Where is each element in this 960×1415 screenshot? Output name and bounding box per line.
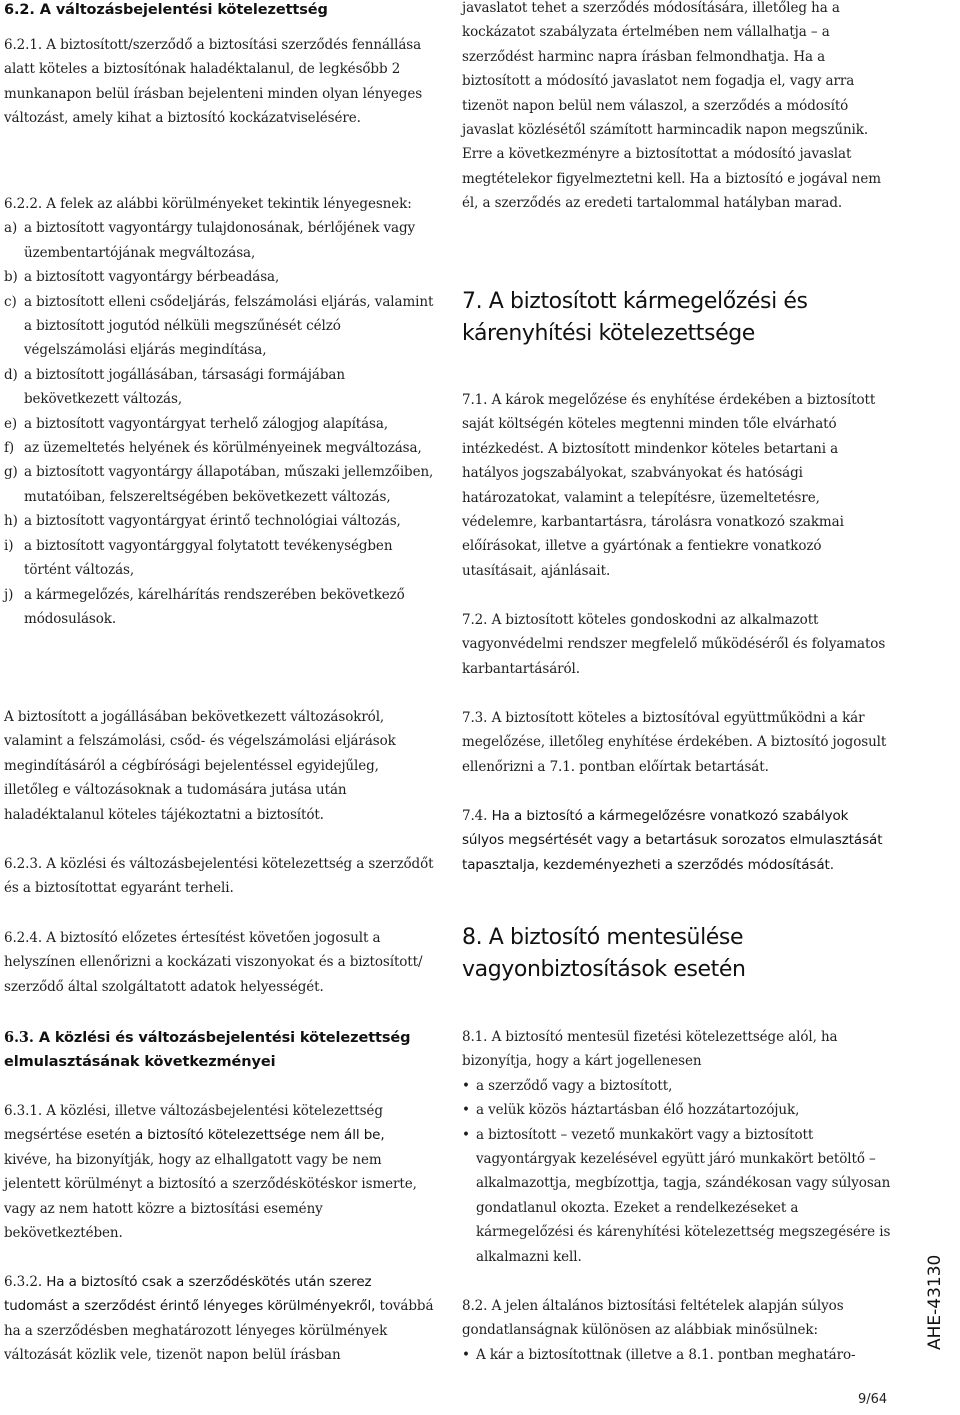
paragraph-text: A biztosító előzetes értesítést követően jogosult a helyszínen ellenőrizni a kockázati viszonyokat és a biztosított/ szerződő által szolgáltatott adatok helyességét. <box>4 930 423 995</box>
paragraph-number: 8.2. <box>462 1298 488 1314</box>
list-item-text: a kármegelőzés, kárelhárítás rendszerében bekövetkező módosulások. <box>24 586 405 627</box>
paragraph-number: 7.2. <box>462 612 488 628</box>
list-item-text: a biztosított vagyontárgy tulajdonosának, bérlőjének vagy üzembentartójának megváltozása, <box>24 220 416 261</box>
section-8-1 <box>462 1025 892 1269</box>
list-marker: d) <box>4 366 18 383</box>
paragraph-number: 7.4. <box>462 808 488 824</box>
paragraph-text: A biztosító mentesül fizetési kötelezettsége alól, ha bizonyítja, hogy a kárt jogellenesen <box>462 1029 838 1070</box>
paragraph-text: A közlési és változásbejelentési kötelezettség a szerződőt és a biztosítottat egyaránt terheli. <box>4 856 434 897</box>
list-item <box>4 216 434 265</box>
heading-6-2: 6.2. A változásbejelentési kötelezettség <box>4 2 328 18</box>
list-item <box>4 412 434 436</box>
paragraph-jogallas: A biztosított a jogállásában bekövetkezett változásokról, valamint a felszámolási, csőd- és végelszámolási eljárások megindításáról a cégbírósági bejelentéssel egyidejűleg, illetőleg e változásoknak a tudomására jutása után haladéktalanul köteles tájékoztatni a biztosítót. <box>4 709 396 823</box>
paragraph-6-2-3 <box>4 852 434 901</box>
paragraph-continued: javaslatot tehet a szerződés módosítására, illetőleg ha a kockázatot szabályzata értelmében nem vállalhatja – a szerződést harminc napra írásban felmondhatja. Ha a biztosított a módosító javaslatot nem fogadja el, vagy arra tizenöt napon belül nem válaszol, a szerződés a módosító javaslat közlésétől számított harmincadik napon megszűnik. Erre a következményre a biztosítottat a módosító javaslat megtételekor figyelmeztetni kell. Ha a biztosító e jogával nem él, a szerződés az eredeti tartalommal hatályban marad. <box>462 0 881 212</box>
heading-7: 7. A biztosított kármegelőzési és kárenyhítési kötelezettsége <box>462 289 808 346</box>
paragraph-number: 6.2.2. <box>4 196 43 212</box>
paragraph-7-1 <box>462 388 892 583</box>
list-item-text: a szerződő vagy a biztosított, <box>476 1077 673 1094</box>
heading-6-3 <box>4 1026 434 1074</box>
list-item <box>462 1343 892 1367</box>
list-item-text: a biztosított – vezető munkakört vagy a biztosított vagyontárgyak kezelésével együtt járó munkakört betöltő – alkalmazottja, megbízottja, tagja, szándékosan vagy súlyosan gondatlanul okozta. Ezeket a rendelkezéseket a kármegelőzési és kárenyhítési kötelezettség megszegésére is alkalmazni kell. <box>476 1126 891 1265</box>
list-item <box>4 583 434 632</box>
list-item-text: a biztosított vagyontárgyat érintő technológiai változás, <box>24 513 401 530</box>
paragraph-number: 7.1. <box>462 392 488 408</box>
list-item <box>4 290 434 363</box>
list-item <box>4 265 434 289</box>
paragraph-8-2 <box>462 1294 892 1343</box>
list-item <box>4 436 434 460</box>
paragraph-6-2-4 <box>4 926 434 999</box>
paragraph-text: A biztosított köteles gondoskodni az alkalmazott vagyonvédelmi rendszer megfelelő működéséről és folyamatos karbantartásáról. <box>462 612 886 677</box>
paragraph-6-2-1 <box>4 33 434 131</box>
list-marker: e) <box>4 415 18 432</box>
paragraph-text: A közlési, illetve változásbejelentési kötelezettség megsértése esetén <box>4 1103 383 1144</box>
list-marker: c) <box>4 293 17 310</box>
heading-text: A közlési és változásbejelentési kötelezettség elmulasztásának következményei <box>4 1030 411 1070</box>
paragraph-6-3-2 <box>4 1270 434 1368</box>
list-item-text: a biztosított jogállásában, társasági formájában bekövetkezett változás, <box>24 366 345 408</box>
paragraph-6-2-2 <box>4 192 434 216</box>
bullet-icon: • <box>462 1126 470 1143</box>
list-item <box>4 509 434 533</box>
list-item-text: a velük közös háztartásban élő hozzátartozójuk, <box>476 1102 800 1119</box>
list-marker: b) <box>4 269 18 286</box>
list-item-text: az üzemeltetés helyének és körülményeinek megváltozása, <box>24 440 422 457</box>
page-number: 9/64 <box>858 1392 888 1407</box>
emphasis-text: a biztosító kötelezettsége nem áll be, <box>134 1127 385 1144</box>
list-marker: a) <box>4 220 18 237</box>
paragraph-text: A felek az alábbi körülményeket tekintik lényegesnek: <box>46 196 412 212</box>
list-item <box>4 534 434 583</box>
list-item <box>462 1074 892 1098</box>
paragraph-text: A jelen általános biztosítási feltételek alapján súlyos gondatlanságnak különösen az alábbiak minősülnek: <box>462 1298 844 1339</box>
list-marker: h) <box>4 513 18 530</box>
paragraph-number: 8.1. <box>462 1029 488 1045</box>
list-item <box>462 1123 892 1269</box>
emphasis-text: Ha a biztosító csak a szerződéskötés után szerez tudomást a szerződést érintő lényeges körülményekről, <box>4 1274 376 1315</box>
paragraph-text: továbbá ha a szerződésben meghatározott lényeges körülmények változását közlik vele, tizenöt napon belül írásban <box>4 1298 434 1364</box>
list-marker: f) <box>4 440 15 457</box>
bullet-icon: • <box>462 1102 470 1119</box>
list-item-text: a biztosított vagyontárgyat terhelő zálogjog alapítása, <box>24 415 389 432</box>
section-6-2-2 <box>4 192 434 631</box>
list-item-text: a biztosított elleni csődeljárás, felszámolási eljárás, valamint a biztosított jogutód nélküli megszűnését célzó végelszámolási eljárás megindítása, <box>24 293 434 359</box>
bullet-list <box>462 1074 892 1269</box>
list-item-text: a biztosított vagyontárggyal folytatott tevékenységben történt változás, <box>24 537 393 579</box>
list-item <box>4 363 434 412</box>
list-item-text: a biztosított vagyontárgy bérbeadása, <box>24 269 280 286</box>
list-item <box>4 460 434 509</box>
emphasis-text: Ha a biztosító a kármegelőzésre vonatkozó szabályok súlyos megsértését vagy a betartásuk sorozatos elmulasztását tapasztalja, kezdeményezheti a szerződés módosítását. <box>462 808 883 873</box>
paragraph-text: A károk megelőzése és enyhítése érdekében a biztosított saját költségén köteles megtenni minden tőle elvárható intézkedést. A biztosított mindenkor köteles betartani a hatályos jogszabályokat, szabványokat és hatósági határozatokat, valamint a telepítésre, üzemeltetésre, védelemre, karbantartásra, tárolásra vonatkozó szakmai előírásokat, illetve a gyártónak a fentiekre vonatkozó utasításait, ajánlásait. <box>462 392 876 579</box>
paragraph-7-2 <box>462 608 892 681</box>
condition-list <box>4 216 434 631</box>
paragraph-7-3 <box>462 706 892 779</box>
paragraph-number: 6.2.3. <box>4 856 43 872</box>
paragraph-number: 6.2.4. <box>4 930 43 946</box>
paragraph-text: A biztosított/szerződő a biztosítási szerződés fennállása alatt köteles a biztosítónak haladéktalanul, de legkésőbb 2 munkanapon belül írásban bejelenteni minden olyan lényeges változást, amely kihat a biztosító kockázatviselésére. <box>4 37 423 127</box>
paragraph-number: 6.3.1. <box>4 1103 43 1119</box>
paragraph-number: 6.2.1. <box>4 37 43 53</box>
paragraph-6-3-1 <box>4 1099 434 1245</box>
list-marker: i) <box>4 537 14 554</box>
list-marker: j) <box>4 586 14 603</box>
paragraph-7-4 <box>462 804 892 877</box>
list-marker: g) <box>4 464 18 481</box>
heading-8: 8. A biztosító mentesülése vagyonbiztosítások esetén <box>462 925 746 982</box>
paragraph-8-1 <box>462 1025 892 1074</box>
list-item-text: A kár a biztosítottnak (illetve a 8.1. pontban meghatáro- <box>476 1346 856 1363</box>
bullet-icon: • <box>462 1346 470 1363</box>
list-item <box>462 1098 892 1122</box>
paragraph-text: A biztosított köteles a biztosítóval együttműködni a kár megelőzése, illetőleg enyhítése érdekében. A biztosító jogosult ellenőrizni a 7.1. pontban előírtak betartását. <box>462 710 887 775</box>
bullet-icon: • <box>462 1077 470 1094</box>
heading-number: 6.3. <box>4 1029 34 1046</box>
paragraph-number: 6.3.2. <box>4 1274 43 1290</box>
bullet-list <box>462 1343 892 1367</box>
section-8-2 <box>462 1294 892 1367</box>
list-item-text: a biztosított vagyontárgy állapotában, műszaki jellemzőiben, mutatóiban, felszereltségében bekövetkezett változás, <box>24 464 434 505</box>
paragraph-number: 7.3. <box>462 710 488 726</box>
paragraph-text: kivéve, ha bizonyítják, hogy az elhallgatott vagy be nem jelentett körülményt a biztosító a szerződéskötéskor ismerte, vagy az nem hatott közre a biztosítási esemény bekövetkeztében. <box>4 1151 417 1242</box>
